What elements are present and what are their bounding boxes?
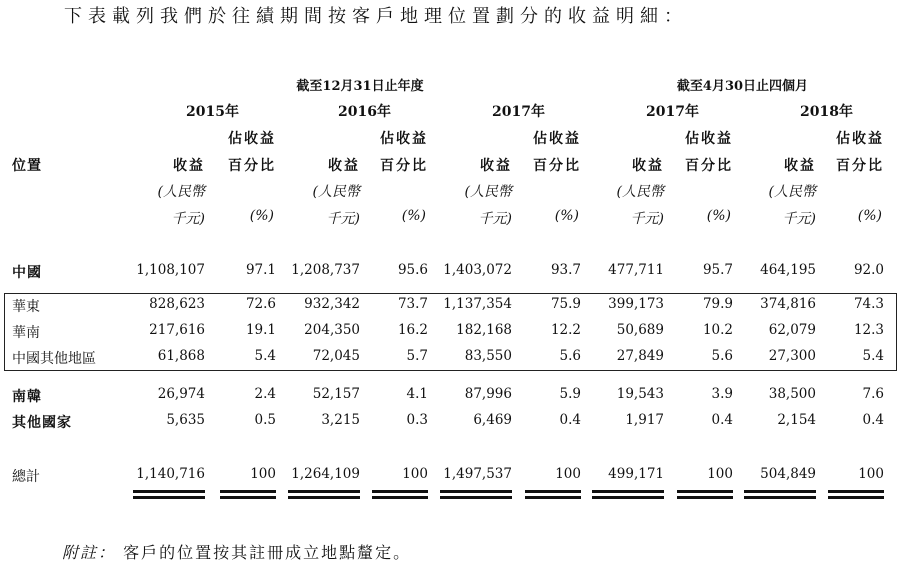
revenue-unit-line2: 千元) bbox=[630, 211, 664, 227]
revenue-header: 收益 bbox=[632, 158, 664, 174]
share-cell: 0.4 bbox=[711, 412, 733, 428]
sub-region-box bbox=[4, 293, 897, 371]
share-header-line1: 佔收益 bbox=[685, 131, 733, 147]
revenue-unit-line1: (人民幣 bbox=[157, 184, 205, 200]
revenue-cell: 27,300 bbox=[768, 348, 816, 364]
share-cell: 5.9 bbox=[559, 386, 581, 402]
share-cell: 5.6 bbox=[559, 348, 581, 364]
revenue-unit-line1: (人民幣 bbox=[464, 184, 512, 200]
row-label: 中國其他地區 bbox=[12, 351, 96, 367]
revenue-unit-line1: (人民幣 bbox=[312, 184, 360, 200]
revenue-cell: 6,469 bbox=[473, 412, 512, 428]
revenue-cell: 1,917 bbox=[625, 412, 664, 428]
share-cell: 100 bbox=[707, 466, 733, 482]
share-cell: 0.4 bbox=[559, 412, 581, 428]
share-unit: (%) bbox=[857, 208, 882, 224]
share-cell: 16.2 bbox=[397, 322, 428, 338]
intro-text: 下表載列我們於往績期間按客戶地理位置劃分的收益明細： bbox=[64, 6, 688, 27]
year-2015: 2015年 bbox=[186, 104, 239, 120]
revenue-cell: 26,974 bbox=[157, 386, 205, 402]
row-label: 華南 bbox=[12, 325, 40, 341]
share-cell: 93.7 bbox=[550, 262, 581, 278]
double-underline-revenue bbox=[288, 490, 360, 499]
share-cell: 100 bbox=[250, 466, 276, 482]
year-2017: 2017年 bbox=[492, 104, 545, 120]
revenue-cell: 499,171 bbox=[608, 466, 664, 482]
revenue-cell: 62,079 bbox=[768, 322, 816, 338]
share-header-line2: 百分比 bbox=[380, 158, 428, 174]
share-cell: 4.1 bbox=[406, 386, 428, 402]
share-cell: 72.6 bbox=[245, 296, 276, 312]
share-cell: 5.4 bbox=[862, 348, 884, 364]
share-cell: 5.4 bbox=[254, 348, 276, 364]
revenue-unit-line1: (人民幣 bbox=[616, 184, 664, 200]
share-header-line1: 佔收益 bbox=[228, 131, 276, 147]
double-underline-revenue bbox=[440, 490, 512, 499]
share-cell: 7.6 bbox=[862, 386, 884, 402]
row-label: 中國 bbox=[12, 265, 42, 281]
share-cell: 100 bbox=[555, 466, 581, 482]
revenue-cell: 5,635 bbox=[166, 412, 205, 428]
share-header-line1: 佔收益 bbox=[836, 131, 884, 147]
double-underline-share bbox=[220, 490, 276, 499]
share-cell: 2.4 bbox=[254, 386, 276, 402]
revenue-cell: 464,195 bbox=[760, 262, 816, 278]
footnote bbox=[62, 540, 411, 563]
share-cell: 100 bbox=[858, 466, 884, 482]
revenue-cell: 1,264,109 bbox=[291, 466, 360, 482]
share-cell: 79.9 bbox=[702, 296, 733, 312]
double-underline-revenue bbox=[133, 490, 205, 499]
revenue-cell: 1,140,716 bbox=[136, 466, 205, 482]
revenue-cell: 217,616 bbox=[149, 322, 205, 338]
share-unit: (%) bbox=[401, 208, 426, 224]
revenue-header: 收益 bbox=[784, 158, 816, 174]
share-cell: 73.7 bbox=[397, 296, 428, 312]
revenue-cell: 38,500 bbox=[768, 386, 816, 402]
revenue-unit-line2: 千元) bbox=[171, 211, 205, 227]
revenue-cell: 72,045 bbox=[312, 348, 360, 364]
revenue-cell: 19,543 bbox=[616, 386, 664, 402]
year-2016: 2016年 bbox=[338, 104, 391, 120]
revenue-cell: 83,550 bbox=[464, 348, 512, 364]
double-underline-share bbox=[828, 490, 884, 499]
share-cell: 95.6 bbox=[397, 262, 428, 278]
revenue-cell: 61,868 bbox=[157, 348, 205, 364]
share-header-line2: 百分比 bbox=[836, 158, 884, 174]
share-cell: 75.9 bbox=[550, 296, 581, 312]
double-underline-share bbox=[525, 490, 581, 499]
revenue-cell: 27,849 bbox=[616, 348, 664, 364]
revenue-cell: 504,849 bbox=[760, 466, 816, 482]
share-header-line1: 佔收益 bbox=[533, 131, 581, 147]
row-label: 其他國家 bbox=[12, 415, 72, 431]
revenue-cell: 1,497,537 bbox=[443, 466, 512, 482]
row-label: 總計 bbox=[12, 469, 40, 485]
share-cell: 5.6 bbox=[711, 348, 733, 364]
share-cell: 10.2 bbox=[702, 322, 733, 338]
share-header-line2: 百分比 bbox=[228, 158, 276, 174]
share-header-line2: 百分比 bbox=[685, 158, 733, 174]
share-unit: (%) bbox=[249, 208, 274, 224]
double-underline-revenue bbox=[744, 490, 816, 499]
year-2017-4m: 2017年 bbox=[646, 104, 699, 120]
double-underline-share bbox=[372, 490, 428, 499]
revenue-cell: 399,173 bbox=[608, 296, 664, 312]
revenue-cell: 1,137,354 bbox=[443, 296, 512, 312]
revenue-unit-line2: 千元) bbox=[326, 211, 360, 227]
revenue-cell: 87,996 bbox=[464, 386, 512, 402]
revenue-cell: 1,108,107 bbox=[136, 262, 205, 278]
revenue-cell: 1,403,072 bbox=[443, 262, 512, 278]
share-cell: 3.9 bbox=[711, 386, 733, 402]
share-cell: 100 bbox=[402, 466, 428, 482]
revenue-cell: 828,623 bbox=[149, 296, 205, 312]
share-cell: 0.5 bbox=[254, 412, 276, 428]
revenue-cell: 477,711 bbox=[608, 262, 664, 278]
group-header-full-year: 截至12月31日止年度 bbox=[296, 79, 424, 94]
share-cell: 12.2 bbox=[550, 322, 581, 338]
share-unit: (%) bbox=[554, 208, 579, 224]
revenue-cell: 3,215 bbox=[321, 412, 360, 428]
revenue-cell: 2,154 bbox=[777, 412, 816, 428]
double-underline-revenue bbox=[592, 490, 664, 499]
share-cell: 0.4 bbox=[862, 412, 884, 428]
revenue-cell: 1,208,737 bbox=[291, 262, 360, 278]
revenue-cell: 52,157 bbox=[312, 386, 360, 402]
share-unit: (%) bbox=[706, 208, 731, 224]
share-cell: 12.3 bbox=[853, 322, 884, 338]
row-label: 華東 bbox=[12, 299, 40, 315]
revenue-cell: 374,816 bbox=[760, 296, 816, 312]
share-cell: 19.1 bbox=[245, 322, 276, 338]
revenue-unit-line2: 千元) bbox=[478, 211, 512, 227]
row-label: 南韓 bbox=[12, 389, 42, 405]
share-cell: 0.3 bbox=[406, 412, 428, 428]
year-2018-4m: 2018年 bbox=[800, 104, 853, 120]
revenue-header: 收益 bbox=[328, 158, 360, 174]
share-header-line2: 百分比 bbox=[533, 158, 581, 174]
revenue-cell: 932,342 bbox=[304, 296, 360, 312]
revenue-cell: 182,168 bbox=[456, 322, 512, 338]
footnote-label: 附註： bbox=[62, 543, 117, 562]
revenue-unit-line1: (人民幣 bbox=[768, 184, 816, 200]
share-cell: 74.3 bbox=[853, 296, 884, 312]
revenue-cell: 204,350 bbox=[304, 322, 360, 338]
share-cell: 97.1 bbox=[245, 262, 276, 278]
group-header-four-months: 截至4月30日止四個月 bbox=[676, 79, 809, 94]
share-cell: 5.7 bbox=[406, 348, 428, 364]
footnote-text: 客戶的位置按其註冊成立地點釐定。 bbox=[123, 543, 412, 562]
position-header: 位置 bbox=[12, 158, 42, 174]
revenue-header: 收益 bbox=[173, 158, 205, 174]
double-underline-share bbox=[677, 490, 733, 499]
revenue-cell: 50,689 bbox=[616, 322, 664, 338]
revenue-header: 收益 bbox=[480, 158, 512, 174]
share-cell: 95.7 bbox=[702, 262, 733, 278]
share-cell: 92.0 bbox=[853, 262, 884, 278]
revenue-unit-line2: 千元) bbox=[782, 211, 816, 227]
share-header-line1: 佔收益 bbox=[380, 131, 428, 147]
